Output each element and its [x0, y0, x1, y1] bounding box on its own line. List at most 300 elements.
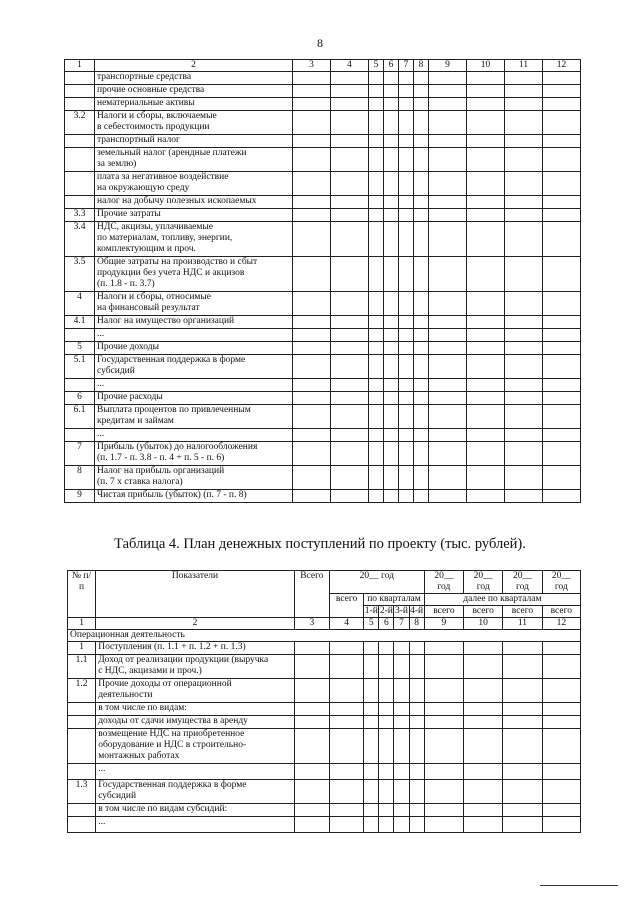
value-cell [467, 148, 505, 172]
header-quarter: 3-й [395, 606, 408, 616]
column-number: 3 [293, 60, 331, 72]
value-cell [399, 429, 414, 442]
value-cell [394, 780, 409, 804]
indicator-line: в том числе по видам: [98, 703, 187, 713]
value-cell [503, 729, 542, 764]
value-cell [505, 222, 543, 257]
value-cell [364, 729, 379, 764]
value-cell [467, 72, 505, 85]
table-3-continuation [64, 59, 581, 503]
indicator-line: Прочие доходы от операционной [98, 679, 232, 689]
value-cell [543, 405, 581, 429]
indicator-cell [95, 405, 293, 429]
value-cell [505, 405, 543, 429]
column-number: 6 [384, 60, 399, 72]
column-number-row [65, 60, 581, 72]
value-cell [384, 196, 399, 209]
value-cell [409, 703, 424, 716]
value-cell [505, 379, 543, 392]
value-cell [369, 392, 384, 405]
value-cell [293, 257, 331, 292]
value-cell [429, 490, 467, 503]
value-cell [394, 679, 409, 703]
indicator-cell [96, 655, 295, 679]
value-cell [384, 405, 399, 429]
value-cell [542, 764, 580, 780]
table-row [65, 490, 581, 503]
column-number: 5 [369, 60, 384, 72]
value-cell [543, 429, 581, 442]
value-cell [384, 257, 399, 292]
value-cell [505, 257, 543, 292]
value-cell [294, 703, 329, 716]
value-cell [369, 405, 384, 429]
value-cell [329, 729, 363, 764]
value-cell [369, 196, 384, 209]
value-cell [505, 72, 543, 85]
value-cell [429, 405, 467, 429]
value-cell [399, 392, 414, 405]
value-cell [331, 135, 369, 148]
value-cell [543, 392, 581, 405]
value-cell [464, 679, 503, 703]
value-cell [293, 148, 331, 172]
value-cell [331, 429, 369, 442]
indicator-cell [95, 209, 293, 222]
value-cell [409, 642, 424, 655]
row-number [65, 135, 95, 148]
header-quarter: 2-й [379, 606, 393, 616]
value-cell [429, 85, 467, 98]
header-year-next: 20__ год [503, 571, 542, 594]
value-cell [399, 85, 414, 98]
value-cell [503, 817, 542, 833]
row-number [68, 764, 96, 780]
value-cell [543, 222, 581, 257]
value-cell [414, 292, 429, 316]
value-cell [467, 292, 505, 316]
value-cell [467, 392, 505, 405]
value-cell [414, 135, 429, 148]
value-cell [384, 379, 399, 392]
value-cell [467, 316, 505, 329]
value-cell [429, 222, 467, 257]
value-cell [384, 490, 399, 503]
row-number: 3.2 [65, 111, 95, 135]
row-number [65, 429, 95, 442]
value-cell [543, 135, 581, 148]
value-cell [543, 148, 581, 172]
value-cell [467, 85, 505, 98]
value-cell [384, 329, 399, 342]
value-cell [293, 490, 331, 503]
table-row [68, 655, 581, 679]
value-cell [293, 466, 331, 490]
value-cell [369, 292, 384, 316]
value-cell [294, 729, 329, 764]
value-cell [464, 804, 503, 817]
indicator-cell [95, 292, 293, 316]
value-cell [467, 405, 505, 429]
value-cell [384, 222, 399, 257]
indicator-line: за землю) [97, 159, 137, 169]
table-row [68, 642, 581, 655]
value-cell [467, 379, 505, 392]
value-cell [293, 292, 331, 316]
value-cell [542, 780, 580, 804]
indicator-line: ... [97, 429, 105, 439]
value-cell [384, 148, 399, 172]
value-cell [394, 804, 409, 817]
value-cell [369, 379, 384, 392]
value-cell [464, 703, 503, 716]
row-number: 4 [65, 292, 95, 316]
value-cell [329, 679, 363, 703]
row-number: 1.2 [68, 679, 96, 703]
value-cell [414, 466, 429, 490]
table-row [65, 196, 581, 209]
value-cell [399, 355, 414, 379]
value-cell [384, 316, 399, 329]
indicator-line: транспортные средства [97, 72, 192, 82]
value-cell [467, 98, 505, 111]
value-cell [293, 405, 331, 429]
value-cell [294, 817, 329, 833]
value-cell [542, 642, 580, 655]
value-cell [369, 72, 384, 85]
value-cell [293, 196, 331, 209]
value-cell [329, 716, 363, 729]
indicator-line: Общие затраты на производство и сбыт [97, 257, 258, 267]
value-cell [467, 209, 505, 222]
value-cell [543, 111, 581, 135]
table-row [65, 379, 581, 392]
value-cell [329, 642, 363, 655]
column-number: 3 [294, 618, 329, 630]
value-cell [505, 85, 543, 98]
value-cell [379, 764, 394, 780]
column-number: 1 [68, 618, 96, 630]
indicator-cell [95, 111, 293, 135]
row-number: 6 [65, 392, 95, 405]
value-cell [293, 172, 331, 196]
indicator-line: продукции без учета НДС и акцизов [97, 268, 245, 278]
value-cell [414, 148, 429, 172]
value-cell [293, 135, 331, 148]
value-cell [294, 804, 329, 817]
value-cell [429, 111, 467, 135]
value-cell [505, 148, 543, 172]
table-row [65, 292, 581, 316]
value-cell [399, 316, 414, 329]
value-cell [505, 329, 543, 342]
column-number: 7 [399, 60, 414, 72]
value-cell [331, 72, 369, 85]
value-cell [384, 209, 399, 222]
indicator-line: деятельности [98, 690, 153, 700]
indicator-cell [95, 490, 293, 503]
column-number: 10 [467, 60, 505, 72]
column-number: 11 [505, 60, 543, 72]
indicator-line: монтажных работах [98, 751, 180, 761]
value-cell [384, 392, 399, 405]
value-cell [369, 429, 384, 442]
indicator-line: налог на добычу полезных ископаемых [97, 196, 257, 206]
indicator-cell [95, 172, 293, 196]
table-4-cash-receipts [67, 570, 581, 833]
value-cell [399, 196, 414, 209]
value-cell [429, 98, 467, 111]
indicator-line: субсидий [97, 366, 135, 376]
value-cell [543, 172, 581, 196]
indicator-line: ... [97, 329, 105, 339]
value-cell [331, 392, 369, 405]
table-row [65, 355, 581, 379]
value-cell [543, 442, 581, 466]
header-total: Всего [294, 571, 329, 618]
value-cell [542, 679, 580, 703]
value-cell [394, 817, 409, 833]
value-cell [467, 111, 505, 135]
value-cell [464, 817, 503, 833]
row-number: 5.1 [65, 355, 95, 379]
value-cell [467, 442, 505, 466]
value-cell [331, 148, 369, 172]
table-row [65, 72, 581, 85]
value-cell [369, 148, 384, 172]
value-cell [409, 780, 424, 804]
indicator-line: Налоги и сборы, относимые [97, 292, 212, 302]
indicator-line: Государственная поддержка в форме [97, 355, 246, 365]
table-row [65, 85, 581, 98]
value-cell [414, 379, 429, 392]
value-cell [364, 804, 379, 817]
indicator-line: НДС, акцизы, уплачиваемые [97, 222, 213, 232]
value-cell [331, 379, 369, 392]
value-cell [409, 764, 424, 780]
indicator-cell [96, 780, 295, 804]
value-cell [429, 429, 467, 442]
indicator-line: Налоги и сборы, включаемые [97, 111, 217, 121]
row-number: 3.5 [65, 257, 95, 292]
value-cell [293, 209, 331, 222]
value-cell [331, 292, 369, 316]
value-cell [399, 379, 414, 392]
value-cell [542, 703, 580, 716]
value-cell [379, 642, 394, 655]
column-number: 8 [414, 60, 429, 72]
value-cell [379, 703, 394, 716]
value-cell [543, 466, 581, 490]
column-number: 11 [503, 618, 542, 630]
value-cell [505, 355, 543, 379]
value-cell [505, 466, 543, 490]
page-number: 8 [317, 36, 323, 50]
value-cell [364, 780, 379, 804]
value-cell [331, 316, 369, 329]
value-cell [293, 316, 331, 329]
value-cell [364, 764, 379, 780]
table-row [65, 172, 581, 196]
header-num: № п/п [68, 571, 96, 618]
value-cell [467, 429, 505, 442]
indicator-line: кредитам и займам [97, 416, 174, 426]
indicator-cell [95, 98, 293, 111]
indicator-line: Прочие расходы [97, 392, 163, 402]
value-cell [394, 764, 409, 780]
indicator-cell [95, 329, 293, 342]
table-row [65, 209, 581, 222]
row-number [68, 804, 96, 817]
value-cell [399, 342, 414, 355]
row-number [68, 716, 96, 729]
value-cell [294, 780, 329, 804]
header-quarter: 4-й [410, 606, 424, 616]
header-next-total: всего [464, 606, 503, 618]
value-cell [384, 342, 399, 355]
value-cell [379, 804, 394, 817]
value-cell [464, 764, 503, 780]
value-cell [467, 355, 505, 379]
value-cell [467, 342, 505, 355]
value-cell [503, 703, 542, 716]
value-cell [414, 172, 429, 196]
value-cell [329, 764, 363, 780]
value-cell [542, 817, 580, 833]
value-cell [424, 729, 463, 764]
column-number: 9 [429, 60, 467, 72]
value-cell [369, 490, 384, 503]
row-number: 8 [65, 466, 95, 490]
indicator-cell [96, 703, 295, 716]
value-cell [542, 716, 580, 729]
row-number [65, 379, 95, 392]
indicator-cell [96, 804, 295, 817]
indicator-line: (п. 7 х ставка налога) [97, 477, 183, 487]
value-cell [414, 490, 429, 503]
table-row [65, 148, 581, 172]
value-cell [379, 780, 394, 804]
value-cell [331, 111, 369, 135]
value-cell [369, 85, 384, 98]
indicator-line: Налог на имущество организаций [97, 316, 235, 326]
value-cell [369, 466, 384, 490]
value-cell [543, 329, 581, 342]
value-cell [369, 98, 384, 111]
indicator-line: (п. 1.8 - п. 3.7) [97, 279, 155, 289]
value-cell [467, 135, 505, 148]
value-cell [399, 405, 414, 429]
value-cell [505, 490, 543, 503]
row-number [65, 85, 95, 98]
indicator-line: Прибыль (убыток) до налогообложения [97, 442, 258, 452]
value-cell [293, 379, 331, 392]
column-number: 4 [331, 60, 369, 72]
indicator-cell [96, 764, 295, 780]
value-cell [294, 679, 329, 703]
value-cell [414, 85, 429, 98]
indicator-line: Чистая прибыль (убыток) (п. 7 - п. 8) [97, 490, 247, 500]
indicator-cell [96, 642, 295, 655]
indicator-line: ... [97, 379, 105, 389]
column-number: 12 [542, 618, 580, 630]
value-cell [424, 679, 463, 703]
row-number: 3.4 [65, 222, 95, 257]
value-cell [369, 316, 384, 329]
row-number: 6.1 [65, 405, 95, 429]
table-row [65, 342, 581, 355]
value-cell [505, 429, 543, 442]
table-row [65, 135, 581, 148]
value-cell [331, 196, 369, 209]
value-cell [424, 764, 463, 780]
value-cell [505, 392, 543, 405]
column-number: 12 [543, 60, 581, 72]
value-cell [369, 442, 384, 466]
indicator-line: прочие основные средства [97, 85, 205, 95]
value-cell [331, 466, 369, 490]
indicator-line: транспортный налог [97, 135, 180, 145]
column-number: 5 [364, 618, 379, 630]
value-cell [505, 442, 543, 466]
value-cell [379, 655, 394, 679]
value-cell [409, 804, 424, 817]
header-then-by-quarter: далее по кварталам [424, 594, 580, 606]
value-cell [399, 111, 414, 135]
value-cell [294, 655, 329, 679]
value-cell [414, 222, 429, 257]
value-cell [542, 804, 580, 817]
value-cell [293, 98, 331, 111]
value-cell [379, 716, 394, 729]
header-year-next: 20__ год [464, 571, 503, 594]
value-cell [542, 655, 580, 679]
value-cell [399, 172, 414, 196]
indicator-cell [96, 716, 295, 729]
value-cell [424, 716, 463, 729]
value-cell [364, 703, 379, 716]
value-cell [503, 655, 542, 679]
value-cell [409, 817, 424, 833]
value-cell [424, 655, 463, 679]
indicator-line: Налог на прибыль организаций [97, 466, 225, 476]
indicator-line: ... [98, 764, 106, 774]
value-cell [293, 442, 331, 466]
row-number [68, 729, 96, 764]
indicator-cell [95, 135, 293, 148]
row-number [65, 172, 95, 196]
indicator-line: в том числе по видам субсидий: [98, 804, 228, 814]
value-cell [384, 292, 399, 316]
indicator-line: оборудование и НДС в строительно- [98, 740, 247, 750]
indicator-line: Выплата процентов по привлеченным [97, 405, 251, 415]
row-number: 1.1 [68, 655, 96, 679]
value-cell [543, 85, 581, 98]
value-cell [369, 355, 384, 379]
value-cell [399, 329, 414, 342]
indicator-cell [95, 355, 293, 379]
value-cell [364, 655, 379, 679]
value-cell [414, 405, 429, 429]
header-year-next: 20__ год [542, 571, 580, 594]
value-cell [414, 429, 429, 442]
value-cell [369, 342, 384, 355]
header-year: 20__ год [329, 571, 424, 594]
indicator-line: (п. 1.7 - п. 3.8 - п. 4 + п. 5 - п. 6) [97, 453, 225, 463]
value-cell [293, 222, 331, 257]
value-cell [331, 405, 369, 429]
indicator-line: Прочие затраты [97, 209, 161, 219]
